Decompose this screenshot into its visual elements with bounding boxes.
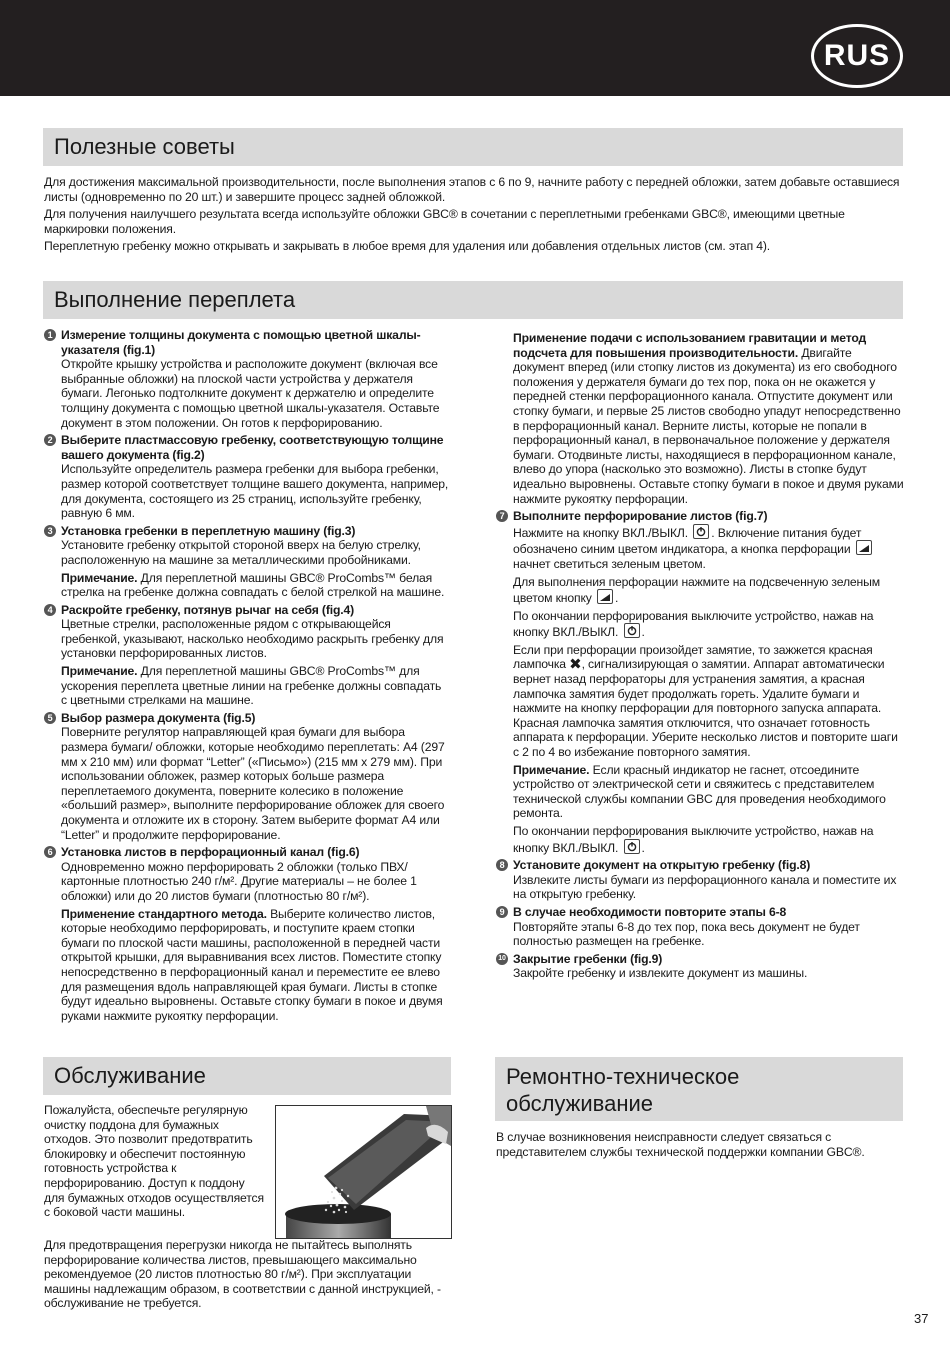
step-title: Измерение толщины документа с помощью цветной шкалы-указателя (fig.1) bbox=[61, 328, 421, 357]
text-span: . Включение питания будет обозначено синим цветом индикатора, а кнопка перфорации bbox=[513, 525, 862, 557]
note-text: Если красный индикатор не гаснет, отсоедините устройство от электрической сети и свяжитесь с представителем технической службы компании GBC для проведения необходимого ремонта. bbox=[513, 762, 886, 821]
step-text: Откройте крышку устройства и расположите документ (включая все выбранные обложки) на плоской части устройства у держателя бумаги. Легонько подтолкните документ к держателю и определите толщину документа с помощью цветной шкалы-указателя. Оставьте документ в этом положении. Он готов к перфорированию. bbox=[61, 357, 440, 430]
section-title-maintenance: Обслуживание bbox=[43, 1057, 451, 1095]
punch-icon bbox=[856, 540, 872, 555]
step-6 bbox=[44, 845, 449, 1023]
step-2 bbox=[44, 433, 449, 521]
step-standard-method bbox=[61, 907, 449, 1024]
method-label: Применение подачи с использованием гравитации и метод подсчета для повышения производительности. bbox=[513, 331, 867, 360]
step-title: Установка гребенки в переплетную машину (fig.3) bbox=[61, 523, 356, 538]
note-label: Примечание. bbox=[513, 762, 590, 777]
step-1 bbox=[44, 328, 449, 430]
step-note bbox=[61, 664, 449, 708]
step-number: 2 bbox=[44, 434, 56, 446]
text-span: Если при перфорации произойдет замятие, то зажжется красная лампочка bbox=[513, 642, 873, 672]
step-text: Используйте определитель размера гребенки для выбора гребенки, размер которой соответствует толщине вашего документа, например, для документа, состоящего из 25 страниц, используйте гребенку, равную 6 мм. bbox=[61, 462, 449, 521]
punch-icon bbox=[597, 589, 613, 604]
step-title: Установите документ на открытую гребенку (fig.8) bbox=[513, 858, 811, 873]
text-span: , сигнализирующая о замятии. Аппарат автоматически вернет назад перфораторы для устранения замятия, а красная лампочка замятия будет продолжать гореть. Удалите бумаги и нажмите на кнопку перфорации для повторного запуска аппарата. Красная лампочка замятия отключится, что означает готовность аппарата к перфорации. Уберите несколько листов и повторите шаги с 2 по 4 во избежание повторного замятия. bbox=[513, 657, 898, 760]
step-number: 8 bbox=[496, 859, 508, 871]
step-text: Поверните регулятор направляющей края бумаги для выбора размера бумаги/ обложки, которые необходимо переплетать: A4 (297 мм x 210 мм) или формат “Letter” («Письмо») (215 мм x 279 мм). При использовании обложек, размер которых больше размера переплетаемого документа, поверните колесико в положение «больший размер», выполните перфорирование обложек для своего документа и отложите их в сторону. Затем выберите формат A4 или “Letter” и продолжите перфорирование. bbox=[61, 725, 445, 842]
note-text: Для переплетной машины GBC® ProCombs™ для ускорения переплета цветные линии на гребенке должны совпадать с цветными стрелками на машине. bbox=[61, 664, 442, 708]
step-number: 1 bbox=[44, 329, 56, 341]
note-text: Для переплетной машины GBC® ProCombs™ белая стрелка на гребенке должна совпадать с белой стрелкой на машине. bbox=[61, 570, 445, 600]
step-title: Установка листов в перфорационный канал (fig.6) bbox=[61, 845, 360, 860]
binding-left-column bbox=[44, 328, 449, 1023]
step-10 bbox=[496, 952, 906, 981]
step-3 bbox=[44, 524, 449, 600]
step-note bbox=[513, 763, 906, 821]
step-number: 4 bbox=[44, 604, 56, 616]
step-7 bbox=[496, 509, 906, 855]
repair-title-line: обслуживание bbox=[506, 1091, 654, 1116]
step-number: 7 bbox=[496, 510, 508, 522]
step-9 bbox=[496, 905, 906, 949]
step-4 bbox=[44, 603, 449, 708]
step-title: Выполните перфорирование листов (fig.7) bbox=[513, 509, 768, 524]
maintenance-text-bottom bbox=[44, 1238, 452, 1311]
step-6-continued bbox=[496, 331, 906, 506]
maintenance-paragraph: Для предотвращения перегрузки никогда не пытайтесь выполнять перфорирование количества листов, превышающего максимально рекомендуемое (20 листов плотностью 80 г/м²). При эксплуатации машины надлежащим образом, в соответствии с данной инструкцией, - обслуживание не требуется. bbox=[44, 1238, 441, 1311]
tips-paragraph: Для достижения максимальной производительности, после выполнения этапов с 6 по 9, начните работу с передней обложки, затем добавьте оставшиеся листы (одновременно по 20 шт.) и завершите процесс задней обложкой. bbox=[44, 175, 900, 204]
step-title: Выберите пластмассовую гребенку, соответствующую толщине вашего документа (fig.2) bbox=[61, 433, 444, 462]
waste-tray-illustration bbox=[275, 1105, 452, 1239]
power-icon bbox=[624, 839, 640, 854]
power-icon bbox=[693, 524, 709, 539]
step-note bbox=[61, 571, 449, 600]
step-title: В случае необходимости повторите этапы 6-8 bbox=[513, 904, 787, 919]
text-span: Для выполнения перфорации нажмите на подсвеченную зеленым цветом кнопку bbox=[513, 574, 880, 606]
maintenance-text-top bbox=[44, 1103, 264, 1220]
method-text: Двигайте документ вперед (или стопку листов из документа) из его свободного положения у держателя бумаги до тех пор, пока он не окажется у передней стенки перфорационного канала. Отпустите документ или стопку бумаги, и первые 25 листов свободно упадут непосредственно в перфорационный канал. Верните листы, которые не попали в перфорационный канал, в первоначальное положение у держателя бумаги. Отодвиньте листы, находящиеся в перфорационном канале, влево до упора (насколько это возможно). Листы в стопке будут идеально выровнены. Оставьте стопку бумаги в покое и двумя руками нажмите рукоятку перфорации. bbox=[513, 345, 904, 506]
repair-paragraph: В случае возникновения неисправности следует связаться с представителем службы технической поддержки компании GBC®. bbox=[496, 1130, 865, 1159]
tips-paragraph: Переплетную гребенку можно открывать и закрывать в любое время для удаления или добавления отдельных листов (см. этап 4). bbox=[44, 239, 771, 254]
step-text: Извлеките листы бумаги из перфорационного канала и поместите их на открытую гребенку. bbox=[513, 872, 897, 902]
step-title: Раскройте гребенку, потянув рычаг на себя (fig.4) bbox=[61, 602, 355, 617]
tips-paragraph: Для получения наилучшего результата всегда используйте обложки GBC® в сочетании с переплетными гребенками GBC®, имеющими цветные маркировки положения. bbox=[44, 207, 845, 236]
step-number: 9 bbox=[496, 906, 508, 918]
step-number: 10 bbox=[496, 953, 508, 965]
step-text bbox=[513, 524, 906, 572]
jam-x-icon: ✖ bbox=[569, 656, 582, 674]
section-title-tips: Полезные советы bbox=[43, 128, 903, 166]
step-number: 3 bbox=[44, 525, 56, 537]
method-label: Применение стандартного метода. bbox=[61, 906, 267, 921]
repair-text bbox=[496, 1130, 901, 1159]
page-number: 37 bbox=[914, 1311, 929, 1326]
step-text: Одновременно можно перфорировать 2 обложки (только ПВХ/картонные плотностью 240 г/м². Другие материалы – не более 1 обложки) или до 20 листов бумаги (плотностью 80 г/м²). bbox=[61, 859, 417, 903]
step-number: 6 bbox=[44, 846, 56, 858]
step-title: Закрытие гребенки (fig.9) bbox=[513, 951, 663, 966]
language-badge: RUS bbox=[811, 24, 903, 88]
text-span: начнет светиться зеленым цветом. bbox=[513, 556, 706, 571]
header-bar bbox=[0, 0, 950, 96]
repair-title-line: Ремонтно-техническое bbox=[506, 1064, 740, 1089]
step-text: По окончании перфорирования выключите устройство, нажав на кнопку ВКЛ./ВЫКЛ. . bbox=[513, 824, 874, 855]
text-span: Нажмите на кнопку ВКЛ./ВЫКЛ. bbox=[513, 525, 689, 540]
section-title-repair bbox=[495, 1057, 903, 1121]
step-text: Для выполнения перфорации нажмите на подсвеченную зеленым цветом кнопку . bbox=[513, 574, 880, 606]
gravity-method bbox=[513, 331, 906, 506]
step-text bbox=[513, 643, 906, 760]
binding-right-column bbox=[496, 328, 906, 981]
step-5 bbox=[44, 711, 449, 842]
step-text: Цветные стрелки, расположенные рядом с открывающейся гребенкой, указывают, насколько необходимо раскрыть гребенку для установки перфорированных листов. bbox=[61, 617, 444, 661]
step-8 bbox=[496, 858, 906, 902]
maintenance-paragraph: Пожалуйста, обеспечьте регулярную очистку поддона для бумажных отходов. Это позволит предотвратить блокировку и обеспечит постоянную готовность устройства к перфорированию. Доступ к поддону для бумажных отходов осуществляется с боковой части машины. bbox=[44, 1103, 264, 1220]
tips-text bbox=[44, 175, 906, 254]
section-title-binding: Выполнение переплета bbox=[43, 281, 903, 319]
step-text: По окончании перфорирования выключите устройство, нажав на кнопку ВКЛ./ВЫКЛ. . bbox=[513, 608, 874, 640]
method-text: Выберите количество листов, которые необходимо перфорировать, и поступите краем стопки бумаги по плоской части машины, расположенной в передней части открытой крышки, для выравнивания всех листов. Поместите стопку непосредственно в перфорационный канал и переместите ее влево для размещения вдоль направляющей края бумаги. Листы в стопке будут идеально выровнены. Оставьте стопку бумаги в покое и двумя руками нажмите рукоятку перфорации. bbox=[61, 906, 443, 1023]
step-title: Выбор размера документа (fig.5) bbox=[61, 710, 256, 725]
step-text: Повторяйте этапы 6-8 до тех пор, пока весь документ не будет полностью размещен на гребенке. bbox=[513, 919, 860, 949]
step-number: 5 bbox=[44, 712, 56, 724]
step-text: Закройте гребенку и извлеките документ из машины. bbox=[513, 966, 808, 981]
note-label: Примечание. bbox=[61, 570, 138, 585]
text-span: По окончании перфорирования выключите устройство, нажав на кнопку ВКЛ./ВЫКЛ. bbox=[513, 824, 874, 855]
step-text: Установите гребенку открытой стороной вверх на белую стрелку, расположенную на машине за металлическими пробойниками. bbox=[61, 538, 421, 567]
power-icon bbox=[624, 623, 640, 638]
text-span: По окончании перфорирования выключите устройство, нажав на кнопку ВКЛ./ВЫКЛ. bbox=[513, 608, 874, 640]
note-label: Примечание. bbox=[61, 664, 138, 679]
